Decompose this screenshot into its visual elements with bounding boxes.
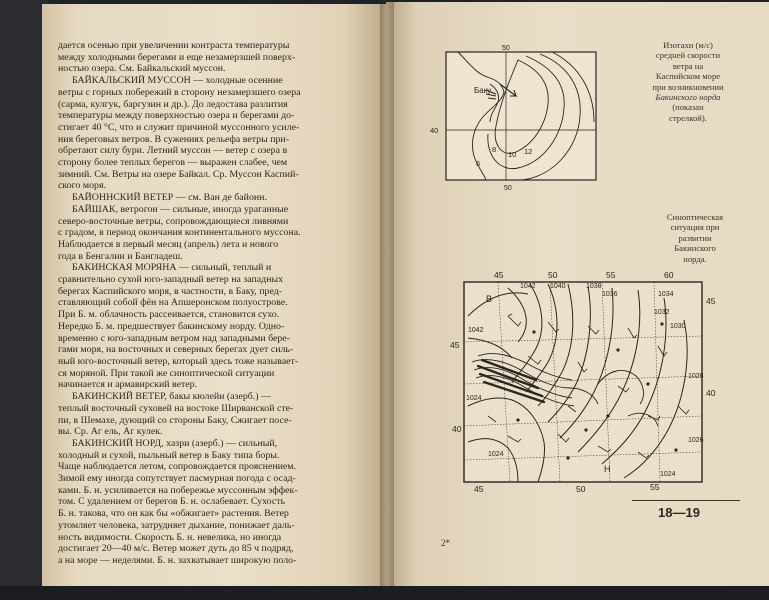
text-line: достигает 20—40 м/с. Ветер может дуть до 85 ч подряд, xyxy=(58,543,294,555)
text-line: утомляет человека, затрудняет дыхание, понижает даль- xyxy=(58,519,295,531)
text-line: БАЙШАК, ветрогон — сильные, иногда ураганные xyxy=(72,203,289,215)
isotach-map-caption xyxy=(628,40,748,123)
text-line: Чаще наблюдается летом, сопровождается прояснением. xyxy=(58,461,297,473)
isobar-label: 1042 xyxy=(520,283,536,290)
caption-line: Бакинского норда xyxy=(655,92,721,103)
text-line: теплый восточный суховей на востоке Ширванской сте- xyxy=(58,402,294,414)
map2-bottom-tick: 50 xyxy=(576,484,586,494)
text-line: ского моря. xyxy=(58,180,106,192)
isobar-label: 1026 xyxy=(688,437,704,444)
caption-line: Изотахи (м/с) xyxy=(663,40,713,50)
text-line: ный юго-восточный ветер, который здесь тоже называет- xyxy=(58,355,299,367)
text-line: с градом, в период окончания континентального муссона. xyxy=(58,227,301,239)
text-line: стигает 40 °С, что и служит причиной муссонного усиле- xyxy=(58,121,300,133)
dictionary-entry xyxy=(58,192,378,204)
caption-line: ситуация при xyxy=(670,222,720,233)
map2-top-tick: 55 xyxy=(606,270,616,280)
map2-top-tick: 50 xyxy=(548,270,558,280)
text-line: Зимой ему иногда сопутствует пасмурная погода с осад- xyxy=(58,473,296,485)
map2-top-tick: 45 xyxy=(494,270,504,280)
text-line: а на море — неделями. Б. н. захватывает широкую поло- xyxy=(58,554,297,566)
text-line: берегах Каспийского моря, в частности, в Баку, пред- xyxy=(58,285,283,297)
text-line: БАЙОННСКИЙ ВЕТЕР — см. Ван де байонн. xyxy=(72,192,267,204)
map1-left-tick: 40 xyxy=(430,126,439,135)
isobar-label: 1030 xyxy=(670,323,686,330)
caption-line: (показан xyxy=(672,102,704,113)
isobar-label: 1034 xyxy=(658,291,674,298)
text-line: дается осенью при увеличении контраста температуры xyxy=(58,40,290,51)
page-number-rule xyxy=(632,500,740,501)
text-line: гами моря, на восточных и северных берегах дует силь- xyxy=(58,344,294,356)
text-line: Нередко Б. м. предшествует бакинскому норду. Одно- xyxy=(58,320,285,332)
caption-line: ветра на xyxy=(672,60,704,71)
isobar-label: 1038 xyxy=(586,283,602,290)
isobar-label: 1024 xyxy=(660,471,676,478)
caption-line: Бакинского xyxy=(674,243,716,254)
dictionary-entry xyxy=(58,40,378,75)
text-line: БАКИНСКИЙ НОРД, хазри (азерб.) — сильный, xyxy=(72,437,278,449)
text-line: года в Бенгалии и Бангладеш. xyxy=(58,250,183,262)
caption-line: развитии xyxy=(678,232,712,243)
text-line: БАКИНСКИЙ ВЕТЕР, бакы кюлейи (азерб.) — xyxy=(72,391,271,403)
synoptic-map-caption xyxy=(640,212,750,264)
text-line: ся моряной. При такой же синоптической ситуации xyxy=(58,367,275,379)
isobar-label: 1024 xyxy=(466,395,482,402)
caption-line: при возникновении xyxy=(652,81,724,92)
map1-city-label: Баку xyxy=(474,86,492,95)
isotach-label: 8 xyxy=(492,145,497,154)
map2-right-tick: 40 xyxy=(706,388,716,398)
isobar-label: 1042 xyxy=(468,327,484,334)
caption-line: Каспийском море xyxy=(655,71,721,82)
dictionary-text-column xyxy=(58,40,378,567)
dictionary-entry xyxy=(58,204,378,263)
isotach-label: 6 xyxy=(476,159,481,168)
text-line: зимний. См. Ветры на озере Байкал. Ср. Муссон Каспий- xyxy=(58,168,299,180)
text-line: сравнительно сухой юго-западный ветер на западных xyxy=(58,274,284,286)
caption-line: стрелкой). xyxy=(669,112,707,123)
page-number: 18—19 xyxy=(658,505,700,520)
book-gutter xyxy=(380,0,394,590)
text-line: ностью озера. См. Байкальский муссон. xyxy=(58,63,226,75)
background-edge xyxy=(0,0,48,600)
text-line: между холодными берегами и еще незамерзшей поверх- xyxy=(58,51,296,63)
caption-line: норда. xyxy=(683,253,707,264)
isotach-label: 12 xyxy=(524,147,533,156)
text-line: пи, в Шемахе, дующий со стороны Баку, Сжигает посе- xyxy=(58,414,292,426)
map1-top-tick: 50 xyxy=(502,45,510,52)
bottom-strip xyxy=(0,586,769,600)
text-line: холодный и сухой, пыльный ветер в Баку типа боры. xyxy=(58,449,280,461)
caption-line: средней скорости xyxy=(655,50,721,61)
text-line: обретают силу бури. Летний муссон — ветер с озера в xyxy=(58,145,288,157)
map2-left-tick: 40 xyxy=(452,424,462,434)
high-pressure-label: В xyxy=(486,294,493,304)
text-line: температуры между поверхностью озера и берегами до- xyxy=(58,110,295,122)
dictionary-entry xyxy=(58,75,378,192)
text-line: (сарма, кулгук, баргузин и др.). До ледостава разлития xyxy=(58,98,288,110)
text-line: Наблюдается в первый месяц (апрель) лета и нового xyxy=(58,238,279,250)
map2-bottom-tick: 55 xyxy=(650,482,660,492)
isobar-label: 1024 xyxy=(488,451,504,458)
text-line: При Б. м. облачность рассеивается, становится сухо. xyxy=(58,309,280,321)
map2-top-tick: 60 xyxy=(664,270,674,280)
dictionary-entry xyxy=(58,391,378,438)
text-line: временно с юго-западным ветром над западными бере- xyxy=(58,332,290,344)
dictionary-entry xyxy=(58,262,378,391)
text-line: северо-восточные ветры, сопровождающиеся ливнями xyxy=(58,215,289,227)
text-line: ставляющий собой фён на Апшеронском полуострове. xyxy=(58,297,288,309)
synoptic-map xyxy=(448,266,718,498)
dictionary-entry xyxy=(58,438,378,567)
map2-bottom-tick: 45 xyxy=(474,484,484,494)
text-line: ния береговых ветров. В сужениях рельефа ветры при- xyxy=(58,133,289,145)
text-line: сторону более теплых берегов — выражен слабее, чем xyxy=(58,157,288,169)
text-line: Б. н. такова, что он как бы «обжигает» растения. Ветер xyxy=(58,508,289,520)
caption-line: Синоптическая xyxy=(666,212,724,222)
text-line: БАЙКАЛЬСКИЙ МУССОН — холодные осенние xyxy=(72,75,283,87)
text-line: ками. Б. н. усиливается на побережье муссонным эффек- xyxy=(58,484,298,496)
map1-bottom-tick: 50 xyxy=(504,185,512,192)
text-line: ветры с горных побережий в сторону незамерзшего озера xyxy=(58,86,301,98)
isobar-label: 1036 xyxy=(602,291,618,298)
low-pressure-label: Н xyxy=(604,464,611,474)
isobar-label: 1040 xyxy=(550,283,566,290)
isobar-label: 1028 xyxy=(688,373,704,380)
isotach-label: 10 xyxy=(508,150,517,159)
signature-mark: 2* xyxy=(441,538,450,548)
isotach-map xyxy=(430,44,620,194)
text-line: начинается и армавирский ветер. xyxy=(58,379,198,391)
isobar-label: 1032 xyxy=(654,309,670,316)
text-line: вы. Ср. Аг ель, Аг кулек. xyxy=(58,426,163,438)
map2-left-tick: 45 xyxy=(450,340,460,350)
text-line: ность видимости. Скорость Б. н. невелика, но иногда xyxy=(58,531,282,543)
map2-right-tick: 45 xyxy=(706,296,716,306)
text-line: том. С удалением от берегов Б. н. ослабевает. Сухость xyxy=(58,496,286,508)
text-line: БАКИНСКАЯ МОРЯНА — сильный, теплый и xyxy=(72,262,272,274)
